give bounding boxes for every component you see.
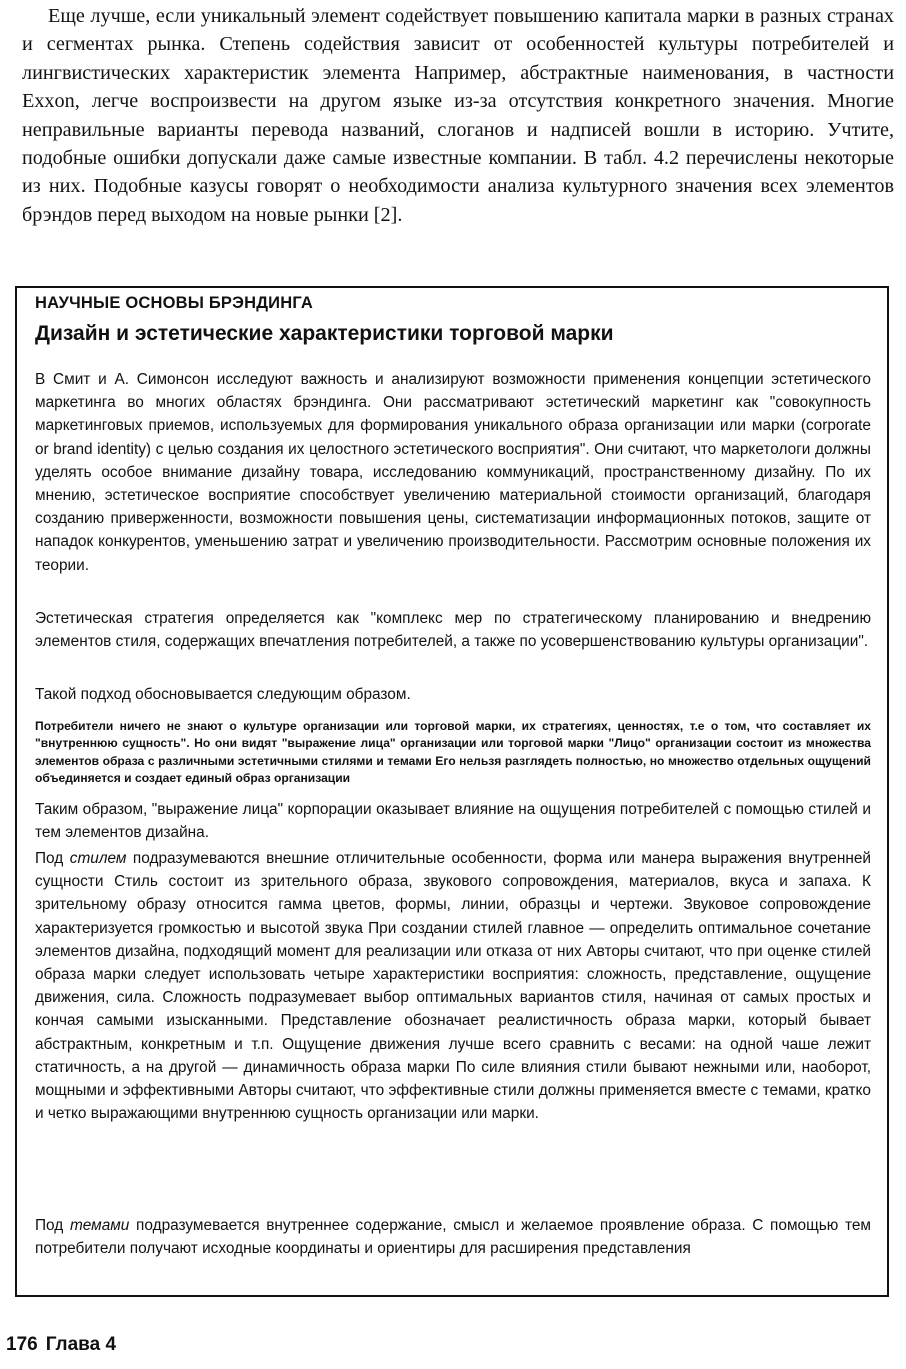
- sidebar-paragraph-1: В Смит и А. Симонсон исследуют важность и анализируют возможности применения концепции эстетического маркетинга во многих областях брэндинга. Они рассматривают эстетический маркетинг как "совокупность маркетинговых приемов, используемых для формирования уникального образа организации или марки (corporate or brand identity) с целью создания их целостного эстетического восприятия". Они считают, что маркетологи должны уделять особое внимание дизайну товара, исследованию коммуникаций, пространственному дизайну. По их мнению, эстетическое восприятие способствует увеличению материальной стоимости организаций, благодаря созданию приверженности, возможности повышения цены, систематизации информационных потоков, защите от нападок конкурентов, уменьшению затрат и увеличению производительности. Рассмотрим основные положения их теории.: [35, 371, 871, 574]
- themes-body: подразумевается внутреннее содержание, смысл и желаемое проявление образа. С помощью тем потребители получают исходные координаты и ориентиры для расширения представления: [35, 1217, 871, 1258]
- style-term: стилем: [69, 850, 127, 867]
- sidebar-paragraph-style: [35, 847, 871, 1125]
- sidebar-title: Дизайн и эстетические характеристики торговой марки: [35, 322, 614, 345]
- sidebar-quote-paragraph: Потребители ничего не знают о культуре организации или торговой марки, их стратегиях, ценностях, т.е о том, что составляет их "внутреннюю сущность". Но они видят "выражение лица" организации или торговой марки "Лицо" организации состоит из множества элементов образа с различными эстетичными стилями и темами Его нельзя разглядеть полностью, но множество отдельных ощущений объединяется и создает единый образ организации: [35, 719, 871, 786]
- themes-term: темами: [69, 1217, 130, 1234]
- page-number: 176: [6, 1334, 38, 1355]
- intro-paragraph: Еще лучше, если уникальный элемент содействует повышению капитала марки в разных странах и сегментах рынка. Степень содействия зависит от особенностей культуры потребителей и лингвистических характеристик элемента Например, абстрактные наименования, в частности Exxon, легче воспроизвести на другом языке из-за отсутствия конкретного значения. Многие неправильные варианты перевода названий, слоганов и надписей вошли в историю. Учтите, подобные ошибки допускали даже самые известные компании. В табл. 4.2 перечислены некоторые из них. Подобные казусы говорят о необходимости анализа культурного значения всех элементов брэндов перед выходом на новые рынки [2].: [22, 5, 894, 226]
- sidebar-paragraph-themes: [35, 1214, 871, 1260]
- sidebar-kicker: НАУЧНЫЕ ОСНОВЫ БРЭНДИНГА: [35, 294, 313, 312]
- page-footer: [6, 1334, 116, 1356]
- style-lead: Под: [35, 850, 70, 867]
- themes-lead: Под: [35, 1217, 70, 1234]
- sidebar-paragraph-5: Таким образом, "выражение лица" корпорации оказывает влияние на ощущения потребителей с помощью стилей и тем элементов дизайна.: [35, 801, 871, 842]
- style-body: подразумеваются внешние отличительные особенности, форма или манера выражения внутренней сущности Стиль состоит из зрительного образа, звукового сопровождения, материалов, вкуса и запаха. К зрительному образу относится гамма цветов, формы, линии, образцы и чертежи. Звуковое сопровождение характеризуется громкостью и высотой звука При создании стилей главное — определить оптимальное сочетание элементов дизайна, подходящий момент для реализации или отказа от них Авторы считают, что при оценке стилей образа марки следует использовать четыре характеристики восприятия: сложность, представление, ощущение движения, сила. Сложность подразумевает выбор оптимальных вариантов стиля, начиная от самых простых и кончая самыми изысканными. Представление обозначает реалистичность образа марки, который бывает абстрактным, конкретным и т.п. Ощущение движения лучше всего сравнить с весами: на одной чаше лежит статичность, а на другой — динамичность образа марки По силе влияния стили бывают нежными или, наоборот, мощными и эффективными Авторы считают, что эффективные стили должны применяется вместе с темами, кратко и четко выражающими внутреннюю сущность организации или марки.: [35, 850, 871, 1123]
- sidebar-paragraph-3: Такой подход обосновывается следующим образом.: [35, 686, 411, 703]
- chapter-label: Глава 4: [45, 1334, 117, 1355]
- sidebar-box: [15, 286, 889, 1297]
- sidebar-paragraph-2: Эстетическая стратегия определяется как "комплекс мер по стратегическому планированию и внедрению элементов стиля, содержащих впечатления потребителей, а также по усовершенствованию культуры организации".: [35, 610, 871, 651]
